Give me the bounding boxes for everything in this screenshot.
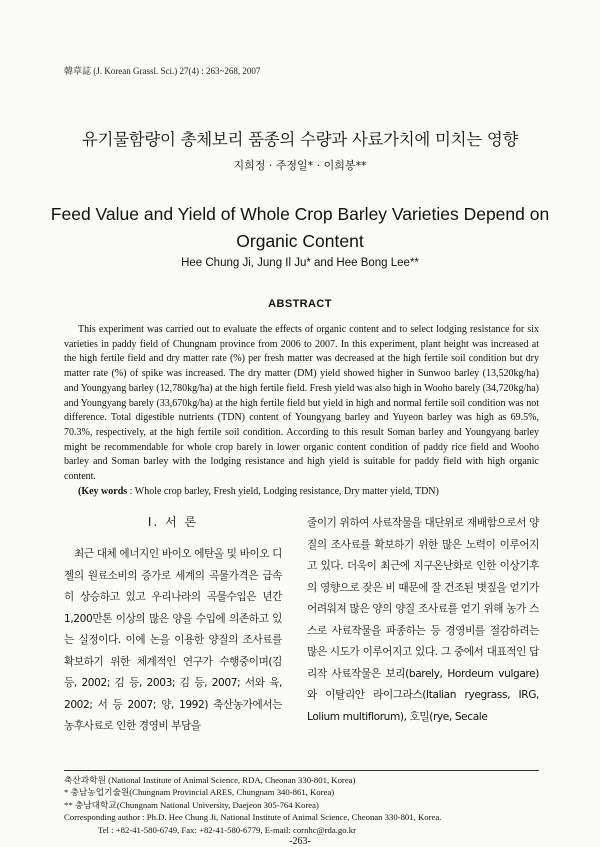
english-title: Feed Value and Yield of Whole Crop Barley Varieties Depend on Organic Content: [50, 204, 550, 251]
left-column: [64, 513, 282, 738]
korean-title: 유기물함량이 총체보리 품종의 수량과 사료가치에 미치는 영향: [81, 130, 519, 149]
right-column: [307, 513, 539, 728]
english-authors: Hee Chung Ji, Jung Il Ju* and Hee Bong Lee**: [181, 257, 419, 269]
footnotes: [64, 774, 544, 836]
page-number: -263-: [289, 836, 311, 847]
journal-citation: 韓草誌 (J. Korean Grassl. Sci.) 27(4) : 263~268, 2007: [64, 66, 261, 76]
footnote-corresponding-author: Corresponding author : Ph.D. Hee Chung Ji, National Institute of Animal Science, Cheonan 330-801, Korea.: [64, 812, 442, 823]
footnote-affiliation-2: * 충남농업기술원(Chungnam Provincial ARES, Chungnam 340-861, Korea): [64, 787, 335, 798]
keywords-text: : Whole crop barley, Fresh yield, Lodging resistance, Dry matter yield, TDN): [129, 485, 439, 497]
abstract-block: [64, 323, 539, 499]
introduction-heading: I. 서 론: [147, 515, 199, 529]
footnote-affiliation-1: 축산과학원 (National Institute of Animal Science, RDA, Cheonan 330-801, Korea): [64, 775, 356, 785]
abstract-heading: ABSTRACT: [268, 298, 332, 310]
keywords-label: (Key words: [78, 485, 128, 497]
abstract-text: This experiment was carried out to evaluate the effects of organic content and to select lodging resistance for six varieties in paddy field of Chungnam province from 2006 to 2007. In this experiment, plant height was increased at the high fertile field and dry matter rate (%) per fresh matter was decreased at the high fertile soil condition but dry matter rate (%) of spike was increased. The dry matter (DM) yield showed higher in Sunwoo barley (13,520kg/ha) and Youngyang barley (12,780kg/ha) at the high fertile field. Fresh yield was also high in Wooho barely (34,720kg/ha) and Youngyang barely (33,670kg/ha) at the high fertile field but yield in high and normal fertile soil condition was not difference. Total digestible nutrients (TDN) content of Youngyang barley and Yuyeon barley was high as 69.5%, 70.3%, respectively, at the high fertile soil condition. According to this result Soman barley and Youngyang barley might be recommendable for whole crop barely in lower organic content condition of paddy rice field and Wooho barley and Soman barley with the lodging resistance and high yield is suitable for paddy field with high organic content.: [64, 324, 539, 483]
keywords-line: [64, 485, 539, 500]
footnote-contact: Tel : +82-41-580-6749, Fax: +82-41-580-6779, E-mail: cornhc@rda.go.kr: [98, 824, 356, 835]
introduction-right-text: 줄이기 위하여 사료작물을 대단위로 재배함으로서 양질의 조사료를 확보하기 위한 많은 노력이 이루어지고 있다. 더욱이 최근에 지구온난화로 인한 이상기후의 영향으로 잦은 비 때문에 잘 건조된 볏짚을 얻기가 어려워져 많은 양의 양질 조사료를 얻기 위해 농가 스스로 사료작물을 파종하는 등 경영비를 절감하려는 많은 시도가 이루어지고 있다. 그 중에서 대표적인 답리작 사료작물은 보리(barely, Hordeum vulgare)와 이탈리안 라이그라스(Italian ryegrass, IRG, Lolium multiflorum), 호밀(rye, Secale: [307, 517, 539, 723]
footnote-affiliation-3: ** 충남대학교(Chungnam National University, Daejeon 305-764 Korea): [64, 799, 319, 810]
introduction-left-text: 최근 대체 에너지인 바이오 에탄올 및 바이오 디젤의 원료소비의 증가로 세계의 곡물가격은 급속히 상승하고 있고 우리나라의 곡물수입은 년간 1,200만톤 이상의 많은 양을 수입에 의존하고 있는 실정이다. 이에 논을 이용한 양질의 조사료를 확보하기 위한 체계적인 연구가 수행중이며(김 등, 2002; 김 등, 2003; 김 등, 2007; 서와 육, 2002; 서 등 2007; 양, 1992) 축산농가에서는 농후사료로 인한 경영비 부담을: [64, 548, 282, 732]
korean-authors: 지희정 · 주정일* · 이희봉**: [233, 159, 367, 172]
footnote-divider: [64, 770, 539, 771]
